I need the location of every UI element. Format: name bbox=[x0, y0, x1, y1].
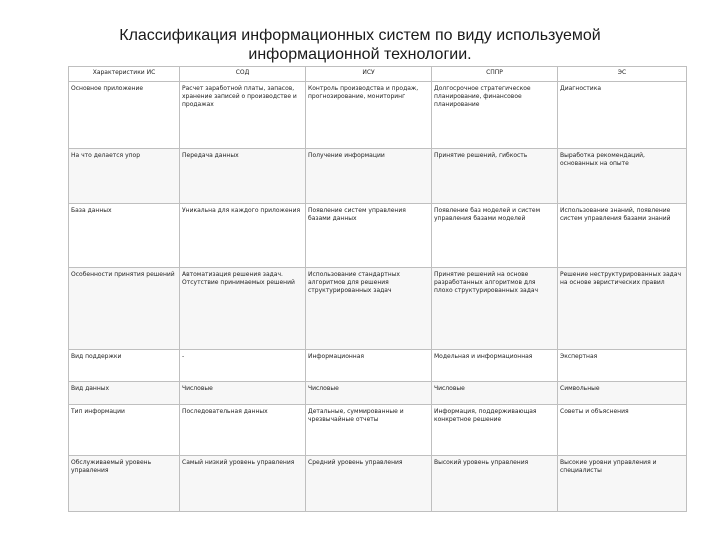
table-cell: Вид поддержки bbox=[69, 350, 180, 382]
table-cell: Получение информации bbox=[306, 149, 432, 204]
table-row bbox=[69, 405, 687, 456]
table-cell: Автоматизация решения задач. Отсутствие принимаемых решений bbox=[180, 268, 306, 350]
table-cell: Появление систем управления базами данных bbox=[306, 204, 432, 268]
table-row bbox=[69, 268, 687, 350]
table-cell: Символьные bbox=[558, 382, 687, 405]
table-cell: Долгосрочное стратегическое планирование, финансовое планирование bbox=[432, 82, 558, 149]
table-cell: Высокий уровень управления bbox=[432, 456, 558, 512]
table-cell: Диагностика bbox=[558, 82, 687, 149]
table-header-row bbox=[69, 67, 687, 82]
table-cell: Особенности принятия решений bbox=[69, 268, 180, 350]
table-cell: Решение неструктурированных задач на основе эвристических правил bbox=[558, 268, 687, 350]
table-cell: Числовые bbox=[432, 382, 558, 405]
page-title: Классификация информационных систем по виду используемой информационной технологии. bbox=[119, 27, 601, 63]
table-cell: Принятие решений, гибкость bbox=[432, 149, 558, 204]
table-cell: База данных bbox=[69, 204, 180, 268]
table-cell: Вид данных bbox=[69, 382, 180, 405]
header-isu: ИСУ bbox=[306, 67, 432, 82]
table-cell: Передача данных bbox=[180, 149, 306, 204]
table-cell: Тип информации bbox=[69, 405, 180, 456]
table-cell: Информационная bbox=[306, 350, 432, 382]
header-sod: СОД bbox=[180, 67, 306, 82]
table-cell: Информация, поддерживающая конкретное решение bbox=[432, 405, 558, 456]
table-cell: Выработка рекомендаций, основанных на опыте bbox=[558, 149, 687, 204]
table-cell: На что делается упор bbox=[69, 149, 180, 204]
table-cell: Расчет заработной платы, запасов, хранение записей о производстве и продажах bbox=[180, 82, 306, 149]
table-cell: Контроль производства и продаж, прогнозирование, мониторинг bbox=[306, 82, 432, 149]
table-cell: Модельная и информационная bbox=[432, 350, 558, 382]
table-cell: Детальные, суммированные и чрезвычайные отчеты bbox=[306, 405, 432, 456]
table-cell: Использование стандартных алгоритмов для решения структурированных задач bbox=[306, 268, 432, 350]
table-row bbox=[69, 204, 687, 268]
table-row bbox=[69, 382, 687, 405]
table-row bbox=[69, 350, 687, 382]
header-characteristics: Характеристики ИС bbox=[69, 67, 180, 82]
classification-table bbox=[68, 66, 687, 512]
table-cell: Обслуживаемый уровень управления bbox=[69, 456, 180, 512]
header-sppr: СППР bbox=[432, 67, 558, 82]
table-cell: Использование знаний, появление систем управления базами знаний bbox=[558, 204, 687, 268]
table-cell: Средний уровень управления bbox=[306, 456, 432, 512]
table-cell: Экспертная bbox=[558, 350, 687, 382]
table-cell: Уникальна для каждого приложения bbox=[180, 204, 306, 268]
table-row bbox=[69, 82, 687, 149]
table-row bbox=[69, 149, 687, 204]
table-cell: Основное приложение bbox=[69, 82, 180, 149]
table-cell: Числовые bbox=[180, 382, 306, 405]
table-cell: Принятие решений на основе разработанных алгоритмов для плохо структурированных задач bbox=[432, 268, 558, 350]
table-cell: - bbox=[180, 350, 306, 382]
table-cell: Высокие уровни управления и специалисты bbox=[558, 456, 687, 512]
table-cell: Советы и объяснения bbox=[558, 405, 687, 456]
header-es: ЭС bbox=[558, 67, 687, 82]
table-cell: Последовательная данных bbox=[180, 405, 306, 456]
table-cell: Самый низкий уровень управления bbox=[180, 456, 306, 512]
table-cell: Появление баз моделей и систем управления базами моделей bbox=[432, 204, 558, 268]
table-row bbox=[69, 456, 687, 512]
table-cell: Числовые bbox=[306, 382, 432, 405]
